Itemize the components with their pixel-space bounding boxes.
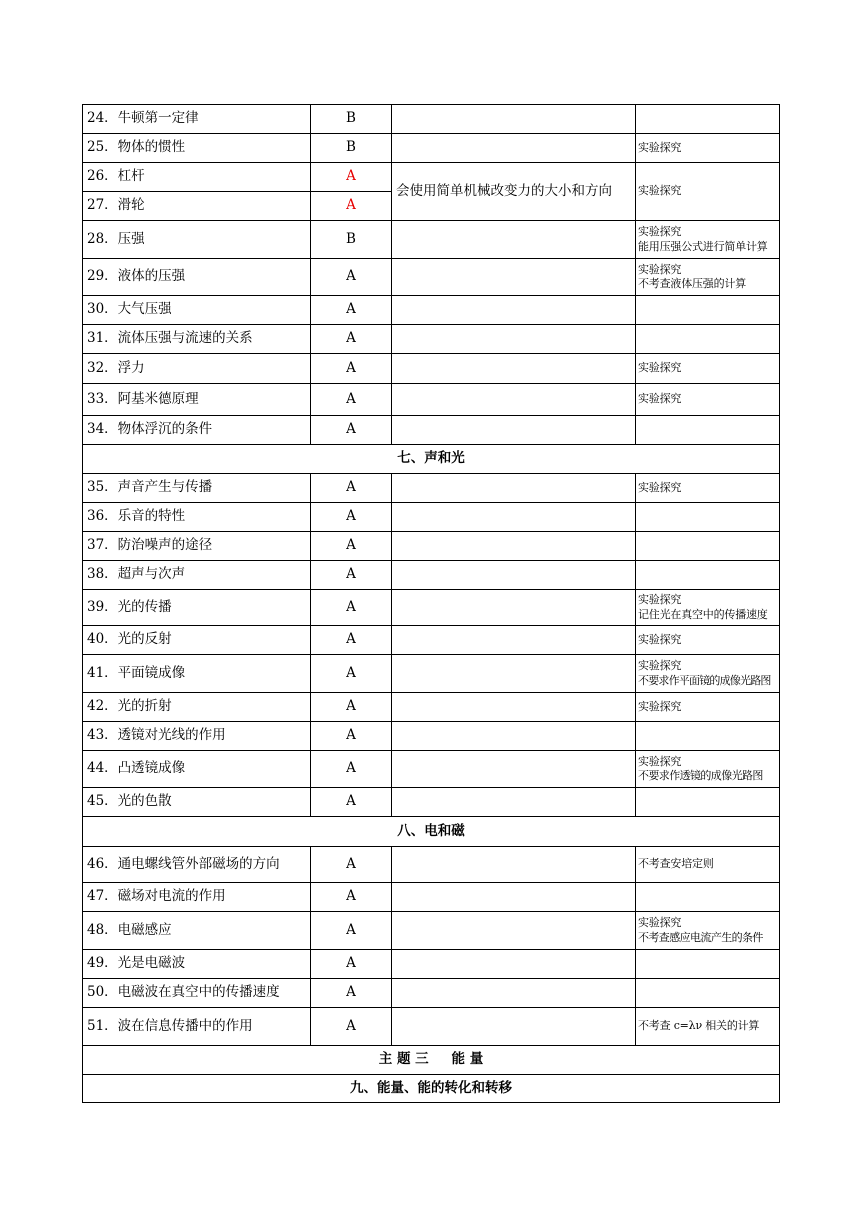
requirement-cell (392, 503, 636, 532)
requirement-cell (392, 847, 636, 883)
section-heading: 九、能量、能的转化和转移 (83, 1075, 780, 1103)
table-row (83, 722, 780, 751)
note-cell: 实验探究 (636, 626, 780, 655)
topic-cell: 44．凸透镜成像 (83, 751, 311, 788)
table-row (83, 590, 780, 626)
topic-cell: 32．浮力 (83, 354, 311, 384)
level-cell: A (311, 655, 392, 693)
level-cell: A (311, 590, 392, 626)
table-row (83, 950, 780, 979)
level-cell: A (311, 474, 392, 503)
note-cell (636, 221, 780, 259)
table-row (83, 163, 780, 192)
level-cell: A (311, 325, 392, 354)
note-cell: 实验探究 (636, 474, 780, 503)
section-row (83, 445, 780, 474)
level-cell: A (311, 950, 392, 979)
table-row (83, 325, 780, 354)
level-cell: A (311, 163, 392, 192)
level-cell: A (311, 296, 392, 325)
requirement-cell (392, 693, 636, 722)
topic-cell: 28．压强 (83, 221, 311, 259)
table-row (83, 561, 780, 590)
topic-cell: 27．滑轮 (83, 192, 311, 221)
table-row (83, 134, 780, 163)
note-cell (636, 503, 780, 532)
table-row (83, 384, 780, 416)
level-cell: A (311, 354, 392, 384)
topic-cell: 37．防治噪声的途径 (83, 532, 311, 561)
table-row (83, 751, 780, 788)
note-line-2: 记住光在真空中的传播速度 (638, 607, 768, 621)
note-cell: 实验探究 (636, 354, 780, 384)
requirement-cell (392, 979, 636, 1008)
requirement-cell (392, 325, 636, 354)
requirement-cell (392, 912, 636, 950)
topic-cell: 46．通电螺线管外部磁场的方向 (83, 847, 311, 883)
topic-cell: 33．阿基米德原理 (83, 384, 311, 416)
topic-cell: 36．乐音的特性 (83, 503, 311, 532)
table-row (83, 503, 780, 532)
level-cell: A (311, 693, 392, 722)
table-row (83, 532, 780, 561)
note-line-2: 能用压强公式进行简单计算 (638, 239, 768, 253)
requirement-cell (392, 259, 636, 296)
level-cell: A (311, 416, 392, 445)
requirement-cell (392, 416, 636, 445)
theme-row (83, 1046, 780, 1075)
table-row (83, 1008, 780, 1046)
topic-cell: 34．物体浮沉的条件 (83, 416, 311, 445)
curriculum-table (82, 104, 780, 1103)
requirement-cell (392, 1008, 636, 1046)
note-line-1: 实验探究 (638, 593, 682, 607)
note-cell: 实验探究 (636, 384, 780, 416)
table-row (83, 296, 780, 325)
requirement-cell (392, 950, 636, 979)
level-cell: A (311, 259, 392, 296)
table-row (83, 259, 780, 296)
section-row (83, 1075, 780, 1103)
note-cell (636, 883, 780, 912)
level-cell: A (311, 192, 392, 221)
requirement-cell (392, 788, 636, 817)
topic-cell: 42．光的折射 (83, 693, 311, 722)
note-cell (636, 105, 780, 134)
note-line-1: 实验探究 (638, 659, 682, 673)
level-cell: A (311, 912, 392, 950)
note-cell (636, 259, 780, 296)
topic-cell: 39．光的传播 (83, 590, 311, 626)
table-row (83, 847, 780, 883)
requirement-cell: 会使用简单机械改变力的大小和方向 (392, 163, 636, 221)
level-cell: A (311, 626, 392, 655)
note-cell: 实验探究 (636, 693, 780, 722)
topic-cell: 29．液体的压强 (83, 259, 311, 296)
note-line-2: 不考查感应电流产生的条件 (638, 930, 763, 944)
note-cell (636, 912, 780, 950)
note-cell: 不考查安培定则 (636, 847, 780, 883)
level-cell: A (311, 751, 392, 788)
requirement-cell (392, 105, 636, 134)
topic-cell: 24．牛顿第一定律 (83, 105, 311, 134)
table-row (83, 693, 780, 722)
note-line-1: 实验探究 (638, 225, 682, 239)
note-cell: 实验探究 (636, 134, 780, 163)
requirement-cell (392, 296, 636, 325)
topic-cell: 26．杠杆 (83, 163, 311, 192)
requirement-cell (392, 626, 636, 655)
requirement-cell (392, 474, 636, 503)
section-row (83, 817, 780, 847)
level-cell: A (311, 722, 392, 751)
level-cell: A (311, 384, 392, 416)
note-cell: 实验探究 (636, 163, 780, 221)
topic-cell: 41．平面镜成像 (83, 655, 311, 693)
requirement-cell (392, 532, 636, 561)
topic-cell: 51．波在信息传播中的作用 (83, 1008, 311, 1046)
note-cell (636, 416, 780, 445)
topic-cell: 49．光是电磁波 (83, 950, 311, 979)
requirement-cell (392, 134, 636, 163)
note-line-1: 实验探究 (638, 754, 682, 768)
topic-cell: 43．透镜对光线的作用 (83, 722, 311, 751)
topic-cell: 45．光的色散 (83, 788, 311, 817)
section-heading: 八、电和磁 (83, 817, 780, 847)
table-row (83, 416, 780, 445)
table-row (83, 912, 780, 950)
table-row (83, 655, 780, 693)
note-line-2: 不考查液体压强的计算 (638, 277, 746, 290)
requirement-cell (392, 221, 636, 259)
table-row (83, 221, 780, 259)
level-cell: A (311, 1008, 392, 1046)
requirement-cell (392, 590, 636, 626)
level-cell: A (311, 532, 392, 561)
note-cell (636, 655, 780, 693)
topic-cell: 30．大气压强 (83, 296, 311, 325)
note-cell (636, 751, 780, 788)
note-cell (636, 296, 780, 325)
topic-cell: 35．声音产生与传播 (83, 474, 311, 503)
requirement-cell (392, 655, 636, 693)
requirement-cell (392, 384, 636, 416)
requirement-cell (392, 722, 636, 751)
topic-cell: 48．电磁感应 (83, 912, 311, 950)
level-cell: B (311, 105, 392, 134)
note-cell (636, 979, 780, 1008)
note-cell (636, 950, 780, 979)
requirement-cell (392, 561, 636, 590)
level-cell: A (311, 979, 392, 1008)
topic-cell: 38．超声与次声 (83, 561, 311, 590)
topic-cell: 25．物体的惯性 (83, 134, 311, 163)
note-cell (636, 325, 780, 354)
note-cell (636, 788, 780, 817)
table-row (83, 626, 780, 655)
note-cell: 不考查 c=λν 相关的计算 (636, 1008, 780, 1046)
section-heading: 七、声和光 (83, 445, 780, 474)
note-cell (636, 561, 780, 590)
table-row (83, 474, 780, 503)
requirement-cell (392, 883, 636, 912)
topic-cell: 47．磁场对电流的作用 (83, 883, 311, 912)
topic-cell: 40．光的反射 (83, 626, 311, 655)
table-row (83, 105, 780, 134)
theme-heading: 主 题 三 能 量 (83, 1046, 780, 1075)
level-cell: B (311, 134, 392, 163)
note-line-1: 实验探究 (638, 262, 682, 276)
note-line-2: 不要求作透镜的成像光路图 (638, 769, 763, 782)
table-row (83, 788, 780, 817)
note-line-2: 不要求作平面镜的成像光路图 (638, 673, 771, 687)
level-cell: A (311, 503, 392, 532)
level-cell: A (311, 788, 392, 817)
topic-cell: 31．流体压强与流速的关系 (83, 325, 311, 354)
requirement-cell (392, 751, 636, 788)
level-cell: A (311, 883, 392, 912)
note-line-1: 实验探究 (638, 916, 682, 930)
level-cell: B (311, 221, 392, 259)
note-cell (636, 590, 780, 626)
table-row (83, 979, 780, 1008)
requirement-cell (392, 354, 636, 384)
level-cell: A (311, 847, 392, 883)
topic-cell: 50．电磁波在真空中的传播速度 (83, 979, 311, 1008)
table-row (83, 354, 780, 384)
table-row (83, 883, 780, 912)
level-cell: A (311, 561, 392, 590)
note-cell (636, 722, 780, 751)
note-cell (636, 532, 780, 561)
